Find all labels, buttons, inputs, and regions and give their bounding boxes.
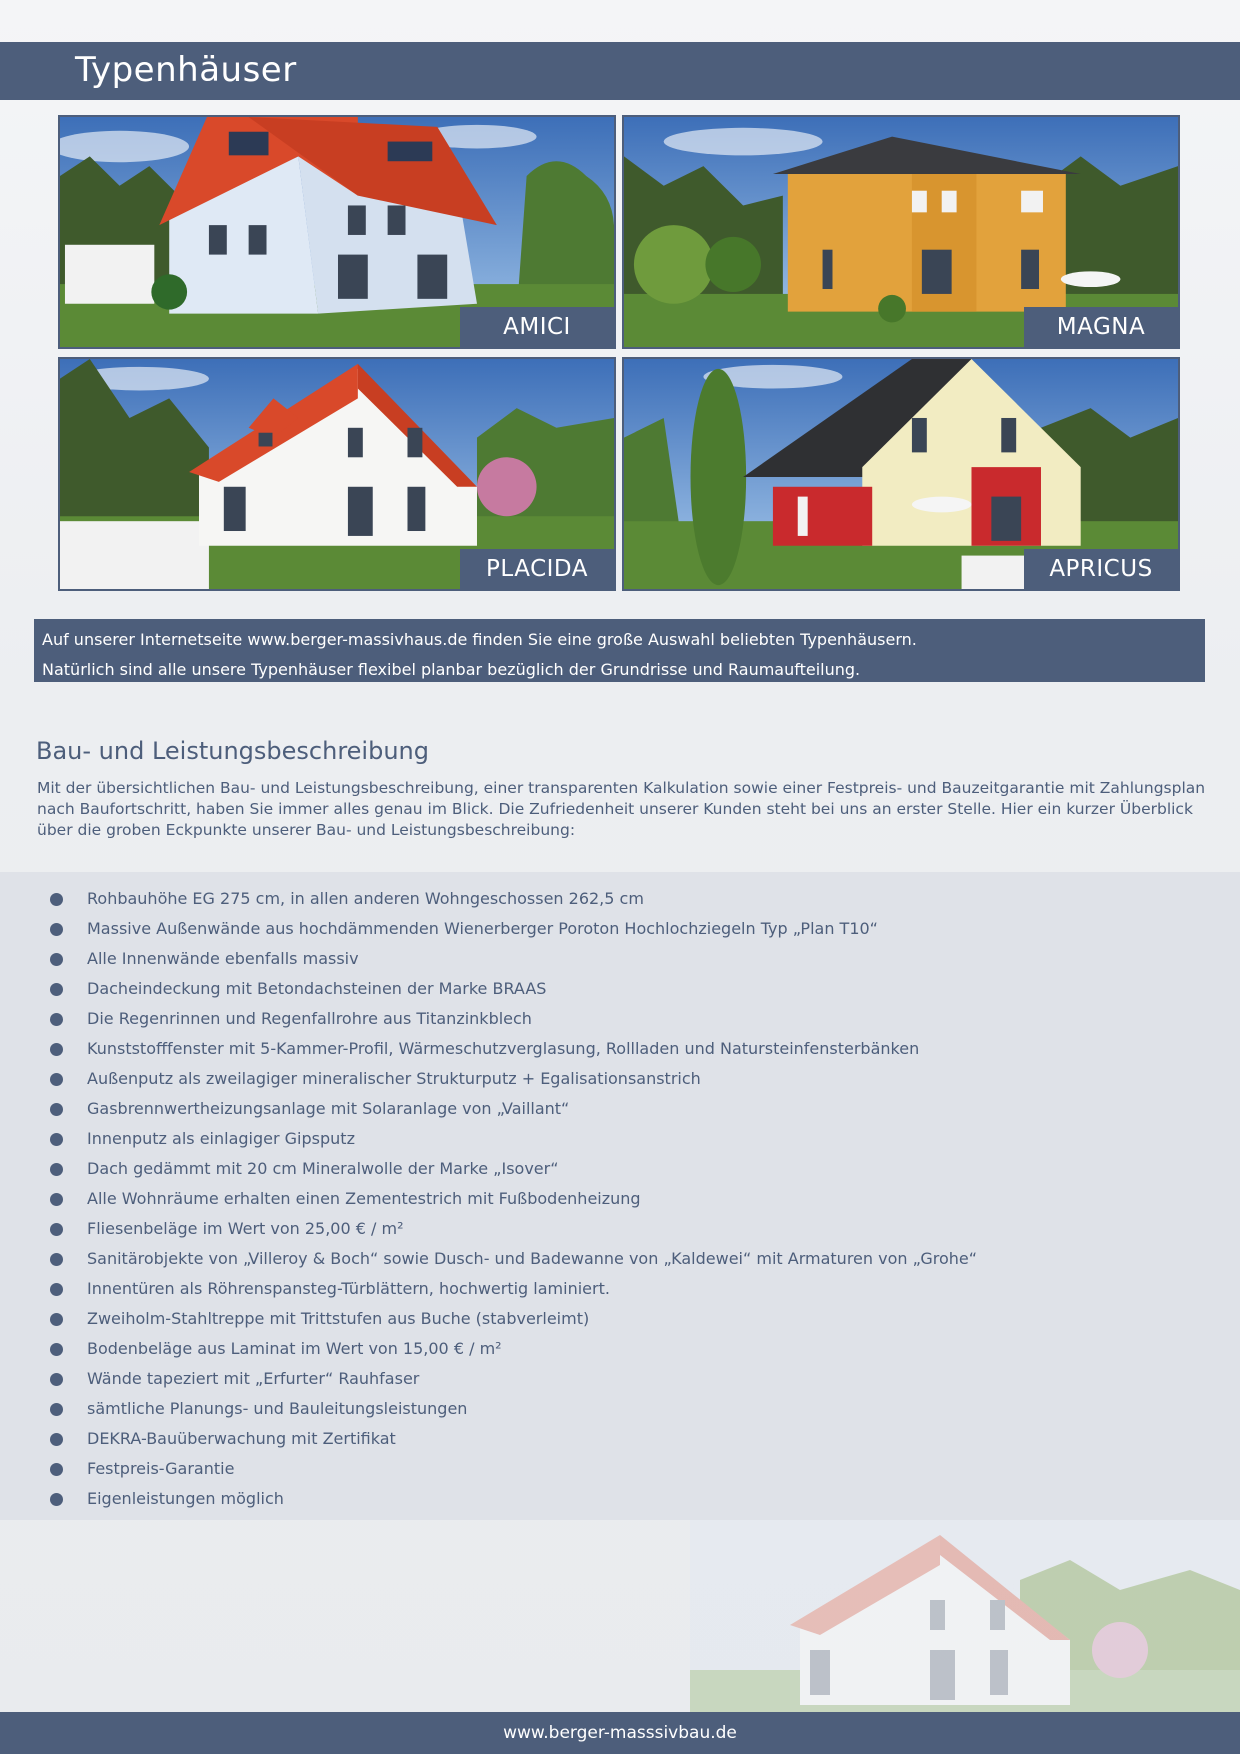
feature-text: Massive Außenwände aus hochdämmenden Wienerberger Poroton Hochlochziegeln Typ „Plan T10“ [87, 919, 878, 938]
feature-item [0, 1304, 977, 1334]
feature-text: Dach gedämmt mit 20 cm Mineralwolle der Marke „Isover“ [87, 1159, 559, 1178]
feature-text: Bodenbeläge aus Laminat im Wert von 15,00 € / m² [87, 1339, 502, 1358]
feature-text: sämtliche Planungs- und Bauleitungsleistungen [87, 1399, 468, 1418]
feature-text: Alle Wohnräume erhalten einen Zementestrich mit Fußbodenheizung [87, 1189, 641, 1208]
bullet-icon [50, 1073, 63, 1086]
footer-band [0, 1712, 1240, 1754]
section-heading: Bau- und Leistungsbeschreibung [36, 737, 429, 765]
intro-line: Natürlich sind alle unsere Typenhäuser flexibel planbar bezüglich der Grundrisse und Raumaufteilung. [42, 660, 861, 679]
feature-text: DEKRA-Bauüberwachung mit Zertifikat [87, 1429, 396, 1448]
bullet-icon [50, 923, 63, 936]
page-title: Typenhäuser [75, 50, 297, 90]
feature-text: Sanitärobjekte von „Villeroy & Boch“ sowie Dusch- und Badewanne von „Kaldewei“ mit Armaturen von „Grohe“ [87, 1249, 977, 1268]
bullet-icon [50, 893, 63, 906]
feature-text: Wände tapeziert mit „Erfurter“ Rauhfaser [87, 1369, 420, 1388]
feature-item [0, 1214, 977, 1244]
house-tile-apricus [622, 357, 1180, 591]
feature-item [0, 914, 977, 944]
feature-item [0, 1424, 977, 1454]
house-name-label: AMICI [460, 307, 614, 347]
bullet-icon [50, 1283, 63, 1296]
feature-text: Außenputz als zweilagiger mineralischer Strukturputz + Egalisationsanstrich [87, 1069, 701, 1088]
bullet-icon [50, 953, 63, 966]
intro-line: Auf unserer Internetseite www.berger-massivhaus.de finden Sie eine große Auswahl beliebten Typenhäusern. [42, 630, 917, 649]
feature-item [0, 1334, 977, 1364]
footer-url-link[interactable]: www.berger-masssivbau.de [503, 1723, 737, 1743]
feature-item [0, 1094, 977, 1124]
feature-text: Innenputz als einlagiger Gipsputz [87, 1129, 355, 1148]
feature-item [0, 1394, 977, 1424]
feature-text: Festpreis-Garantie [87, 1459, 235, 1478]
features-band [0, 872, 1240, 1520]
bullet-icon [50, 1433, 63, 1446]
feature-text: Alle Innenwände ebenfalls massiv [87, 949, 359, 968]
feature-item [0, 1004, 977, 1034]
bullet-icon [50, 1463, 63, 1476]
feature-text: Innentüren als Röhrenspansteg-Türblättern, hochwertig laminiert. [87, 1279, 610, 1298]
feature-text: Kunststofffenster mit 5-Kammer-Profil, Wärmeschutzverglasung, Rollladen und Natursteinfensterbänken [87, 1039, 920, 1058]
feature-item [0, 1034, 977, 1064]
header-band [0, 42, 1240, 100]
section-paragraph: Mit der übersichtlichen Bau- und Leistungsbeschreibung, einer transparenten Kalkulation sowie einer Festpreis- und Bauzeitgarantie mit Zahlungsplan nach Baufortschritt, haben Sie immer alles genau im Blick. Die Zufriedenheit unserer Kunden steht bei uns an erster Stelle. Hier ein kurzer Überblick über die groben Eckpunkte unserer Bau- und Leistungsbeschreibung: [37, 779, 1206, 839]
feature-text: Zweiholm-Stahltreppe mit Trittstufen aus Buche (stabverleimt) [87, 1309, 590, 1328]
feature-item [0, 1244, 977, 1274]
bullet-icon [50, 1103, 63, 1116]
feature-list [0, 884, 977, 1514]
bullet-icon [50, 1313, 63, 1326]
bullet-icon [50, 1223, 63, 1236]
bullet-icon [50, 1133, 63, 1146]
feature-item [0, 944, 977, 974]
feature-item [0, 1064, 977, 1094]
bullet-icon [50, 1343, 63, 1356]
feature-text: Gasbrennwertheizungsanlage mit Solaranlage von „Vaillant“ [87, 1099, 570, 1118]
house-watermark-image [690, 1520, 1240, 1712]
feature-item [0, 1124, 977, 1154]
intro-box [34, 619, 1205, 682]
bullet-icon [50, 1013, 63, 1026]
house-name-label: MAGNA [1024, 307, 1178, 347]
bullet-icon [50, 1193, 63, 1206]
bullet-icon [50, 1163, 63, 1176]
feature-item [0, 1454, 977, 1484]
house-name-label: APRICUS [1024, 549, 1178, 589]
bullet-icon [50, 1373, 63, 1386]
feature-text: Fliesenbeläge im Wert von 25,00 € / m² [87, 1219, 404, 1238]
feature-text: Rohbauhöhe EG 275 cm, in allen anderen Wohngeschossen 262,5 cm [87, 889, 644, 908]
feature-item [0, 1184, 977, 1214]
bullet-icon [50, 983, 63, 996]
bullet-icon [50, 1043, 63, 1056]
feature-item [0, 1364, 977, 1394]
house-tile-placida [58, 357, 616, 591]
bullet-icon [50, 1403, 63, 1416]
feature-text: Eigenleistungen möglich [87, 1489, 284, 1508]
feature-item [0, 974, 977, 1004]
house-name-label: PLACIDA [460, 549, 614, 589]
feature-item [0, 884, 977, 914]
feature-item [0, 1274, 977, 1304]
feature-item [0, 1154, 977, 1184]
feature-item [0, 1484, 977, 1514]
house-tile-magna [622, 115, 1180, 349]
feature-text: Die Regenrinnen und Regenfallrohre aus Titanzinkblech [87, 1009, 532, 1028]
feature-text: Dacheindeckung mit Betondachsteinen der Marke BRAAS [87, 979, 547, 998]
bullet-icon [50, 1493, 63, 1506]
house-tile-amici [58, 115, 616, 349]
bullet-icon [50, 1253, 63, 1266]
